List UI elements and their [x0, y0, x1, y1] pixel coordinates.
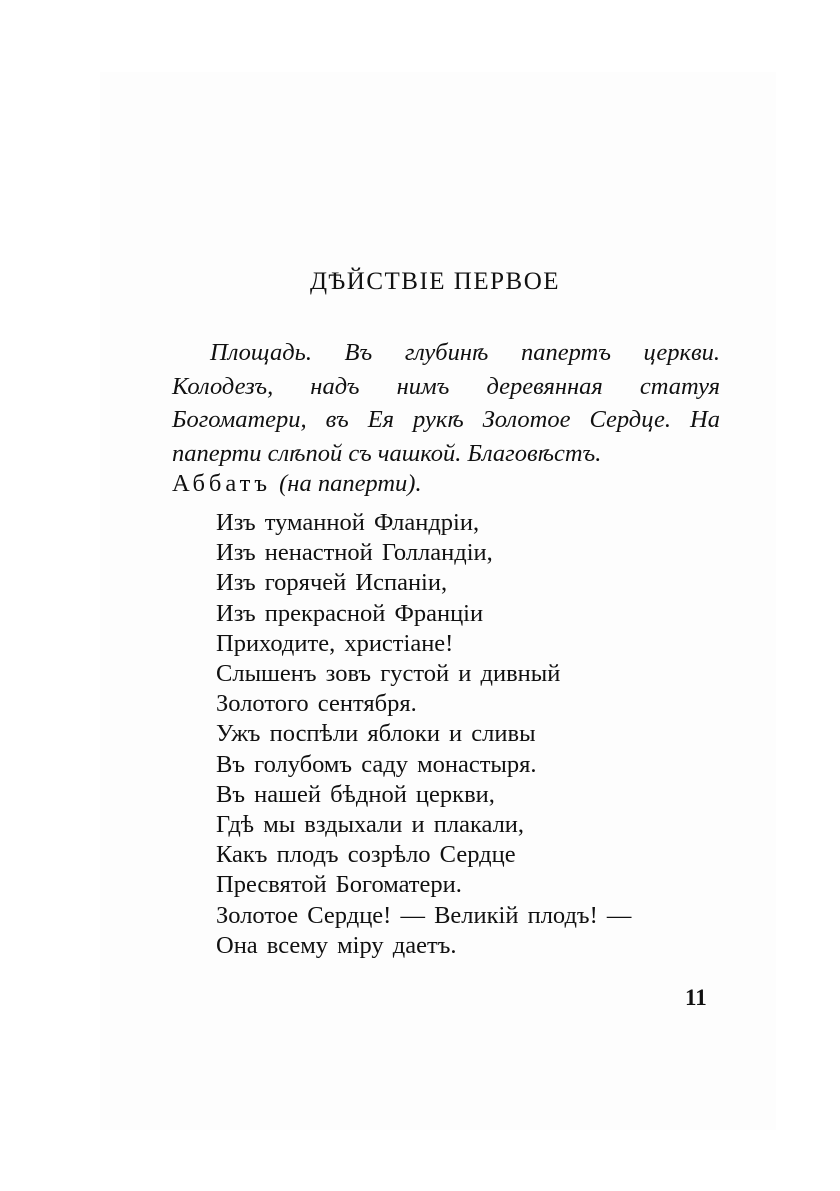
- verse-line: Изъ ненастной Голландіи,: [216, 539, 493, 567]
- verse-line: Приходите, христіане!: [216, 629, 454, 657]
- speaker-line: [172, 470, 422, 498]
- verse-line: Золотое Сердце! — Великій плодъ! —: [216, 901, 632, 929]
- speaker-name: Аббатъ: [172, 470, 271, 497]
- verse-line: Изъ туманной Фландріи,: [216, 509, 480, 536]
- verse-line: Она всему міру даетъ.: [216, 931, 457, 959]
- verse-line: Золотого сентября.: [216, 690, 417, 718]
- page-number: 11: [685, 985, 707, 1010]
- verse-line: Въ голубомъ саду монастыря.: [216, 750, 537, 778]
- act-title: ДѢЙСТВІЕ ПЕРВОЕ: [309, 268, 561, 295]
- verse-line: Слышенъ зовъ густой и дивный: [216, 660, 561, 688]
- verse-line: Пресвятой Богоматери.: [216, 871, 462, 899]
- stage-direction: Площадь. Въ глубинѣ папертъ церкви. Колодезъ, надъ нимъ деревянная статуя Богоматери, въ Ея рукѣ Золотое Сердце. На паперти слѣпой съ чашкой. Благовѣстъ.: [172, 339, 720, 467]
- verse-line: Гдѣ мы вздыхали и плакали,: [216, 811, 525, 839]
- speaker-direction: (на паперти).: [279, 470, 422, 497]
- verse-line: Изъ горячей Испаніи,: [216, 569, 448, 597]
- verse-line: Ужъ поспѣли яблоки и сливы: [216, 720, 536, 748]
- verse-line: Какъ плодъ созрѣло Сердце: [216, 841, 516, 869]
- verse: [216, 508, 631, 961]
- verse-line: Въ нашей бѣдной церкви,: [216, 780, 495, 808]
- verse-line: Изъ прекрасной Франціи: [216, 599, 484, 627]
